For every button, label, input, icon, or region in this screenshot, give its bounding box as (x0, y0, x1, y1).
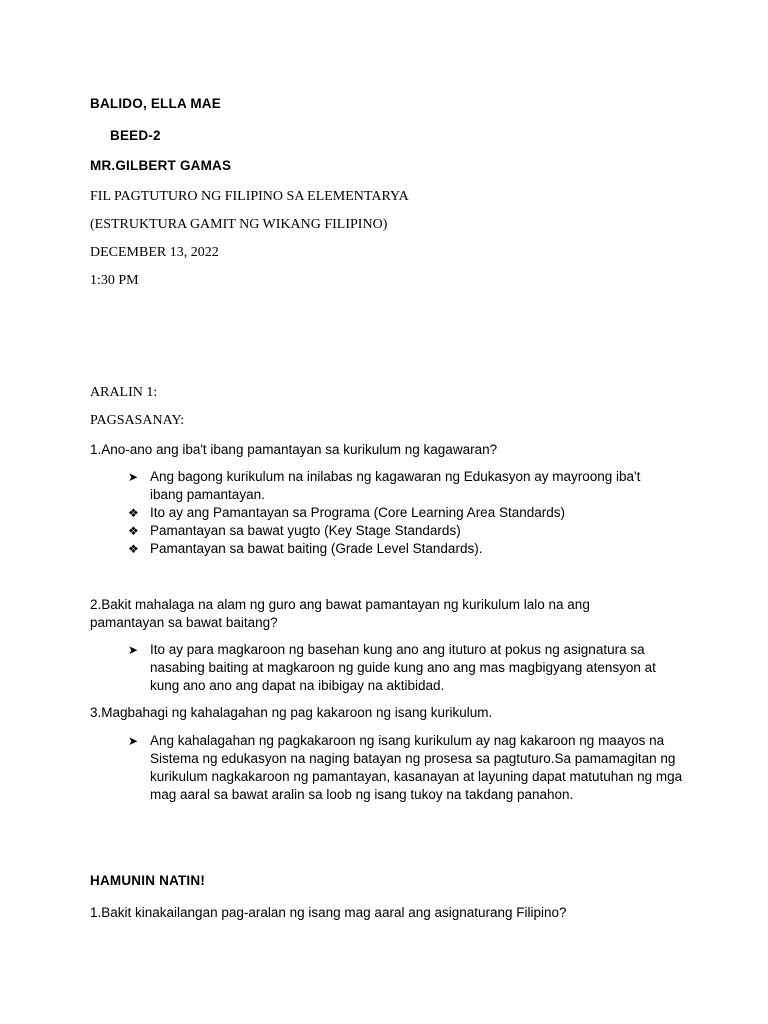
question-2: 2.Bakit mahalaga na alam ng guro ang bawat pamantayan ng kurikulum lalo na ang pamantayan sa bawat baitang? (90, 597, 590, 630)
challenge-question-1: 1.Bakit kinakailangan pag-aralan ng isang mag aaral ang asignaturang Filipino? (90, 905, 567, 920)
instructor-name: MR.GILBERT GAMAS (90, 158, 232, 173)
answer-text: Pamantayan sa bawat yugto (Key Stage Standards) (150, 523, 461, 538)
lesson-title: ARALIN 1: (90, 385, 158, 400)
student-name: BALIDO, ELLA MAE (90, 96, 221, 111)
date-text: DECEMBER 13, 2022 (90, 245, 219, 260)
arrow-bullet-icon: ➤ (128, 470, 139, 484)
arrow-bullet-icon: ➤ (128, 734, 139, 748)
answer-text: Ang bagong kurikulum na inilabas ng kagawaran ng Edukasyon ay mayroong iba't ibang pamantayan. (150, 469, 641, 502)
exercise-label: PAGSASANAY: (90, 413, 185, 428)
answer-text: Ito ay ang Pamantayan sa Programa (Core Learning Area Standards) (150, 505, 565, 520)
question-3: 3.Magbahagi ng kahalagahan ng pag kakaroon ng isang kurikulum. (90, 705, 493, 720)
answer-text: Pamantayan sa bawat baiting (Grade Level Standards). (150, 541, 483, 556)
course-topic: (ESTRUKTURA GAMIT NG WIKANG FILIPINO) (90, 217, 388, 232)
answer-text: Ito ay para magkaroon ng basehan kung ano ang ituturo at pokus ng asignatura sa nasabing baiting at magkaroon ng guide kung ano ang mas magbigyang atensyon at kung ano ano ang dapat na ibibigay na aktibidad. (150, 642, 656, 693)
arrow-bullet-icon: ➤ (128, 643, 139, 657)
time-text: 1:30 PM (90, 273, 139, 288)
student-section: BEED-2 (110, 128, 161, 143)
diamond-bullet-icon: ❖ (128, 506, 139, 520)
challenge-title: HAMUNIN NATIN! (90, 873, 206, 888)
answer-text: Ang kahalagahan ng pagkakaroon ng isang kurikulum ay nag kakaroon ng maayos na Sistema ng edukasyon na naging batayan ng prosesa sa pagtuturo.Sa pamamagitan ng kurikulum nagkakaroon ng pamantayan, kasanayan at layuning dapat matutuhan ng mga mag aaral sa bawat aralin sa loob ng isang tukoy na takdang panahon. (150, 733, 683, 802)
course-title: FIL PAGTUTURO NG FILIPINO SA ELEMENTARYA (90, 189, 409, 204)
diamond-bullet-icon: ❖ (128, 542, 139, 556)
diamond-bullet-icon: ❖ (128, 524, 139, 538)
question-1: 1.Ano-ano ang iba't ibang pamantayan sa kurikulum ng kagawaran? (90, 442, 498, 457)
